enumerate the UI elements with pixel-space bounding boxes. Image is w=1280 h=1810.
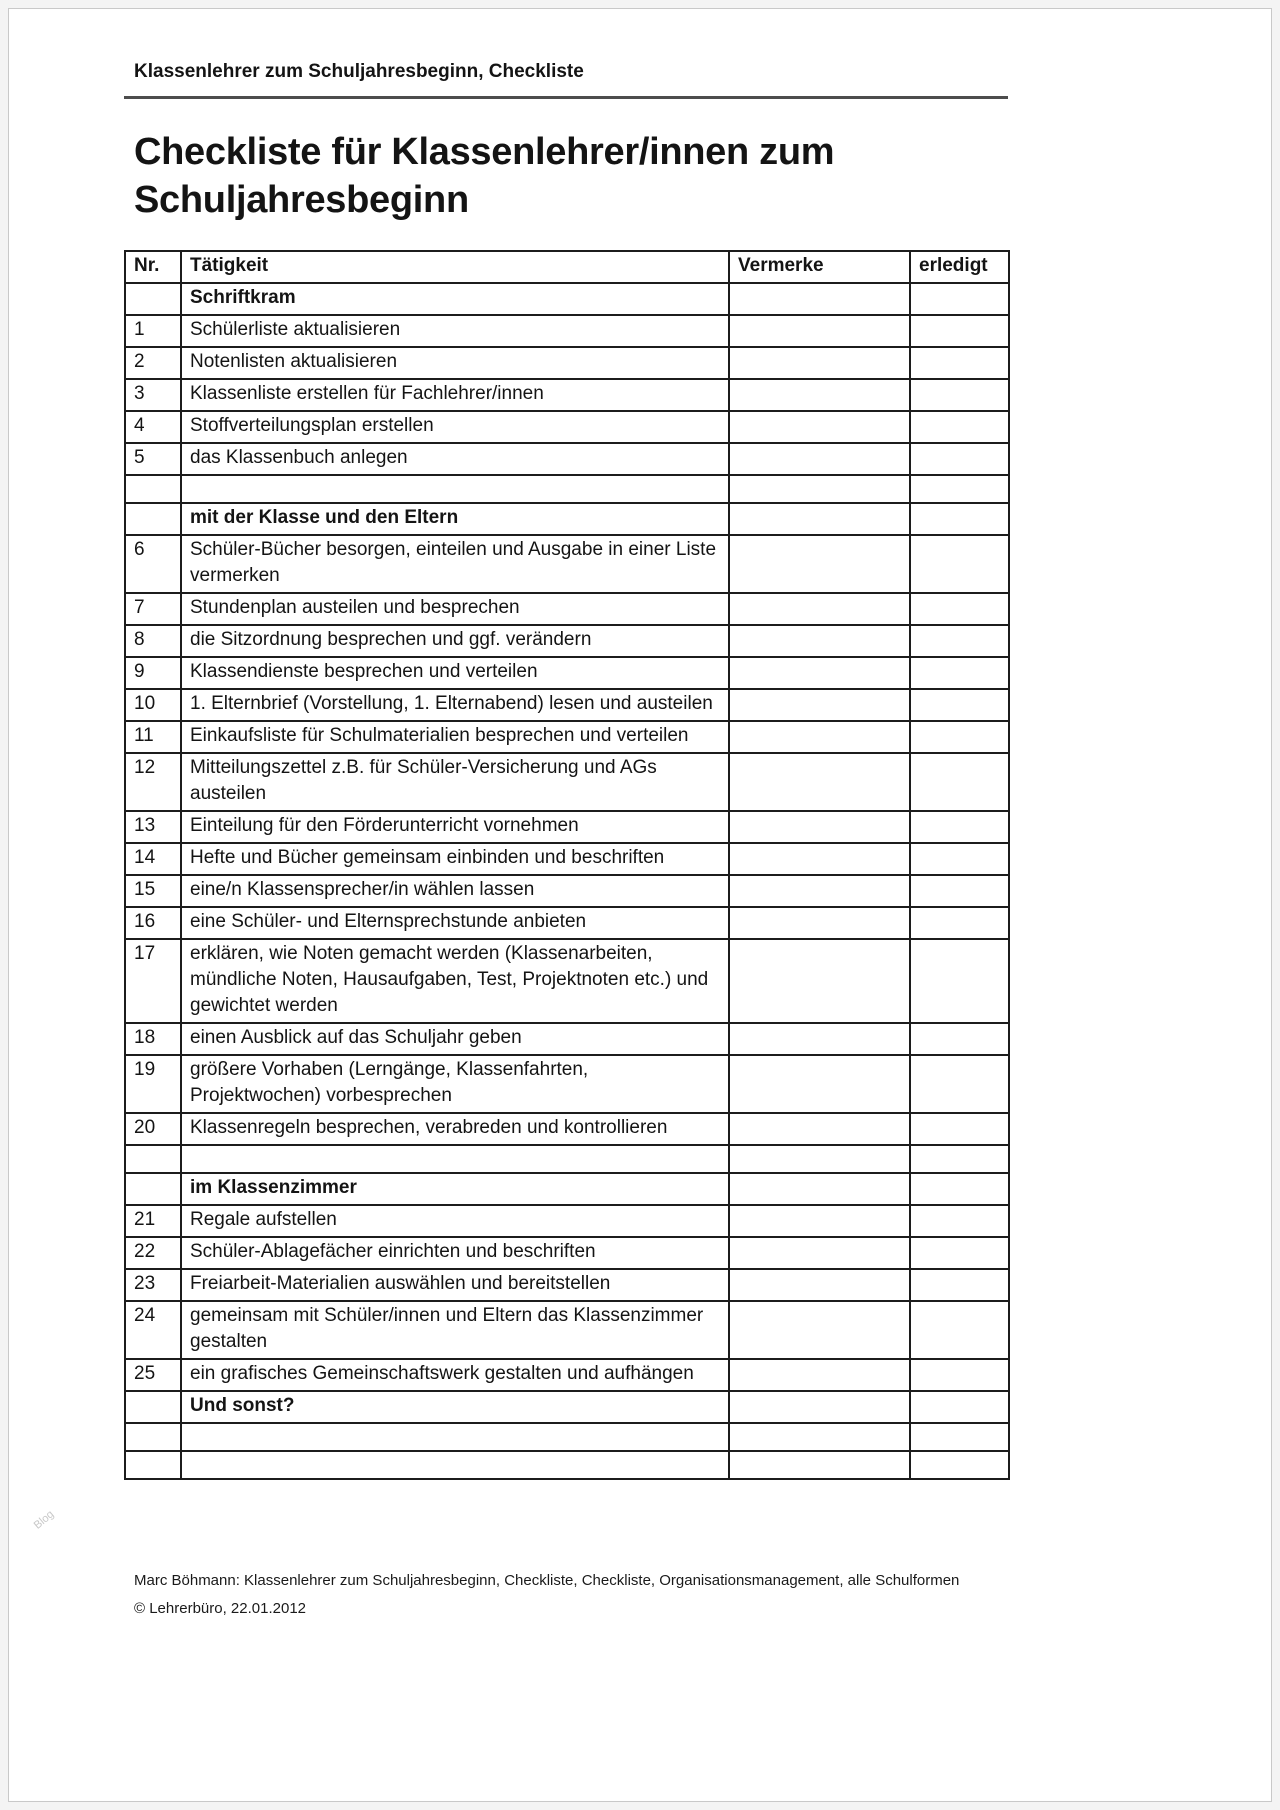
footer-citation: Marc Böhmann: Klassenlehrer zum Schuljahresbeginn, Checkliste, Checkliste, Organisationsmanagement, alle Schulformen: [134, 1572, 960, 1589]
task-cell: Schülerliste aktualisieren: [181, 315, 729, 347]
nr-cell: [125, 1145, 181, 1173]
nr-cell: 13: [125, 811, 181, 843]
col-header-nr: Nr.: [125, 251, 181, 283]
task-row: [125, 315, 1009, 347]
erledigt-cell: [910, 1301, 1009, 1359]
nr-cell: 8: [125, 625, 181, 657]
erledigt-cell: [910, 535, 1009, 593]
page-title: Checkliste für Klassenlehrer/innen zum Schuljahresbeginn: [134, 131, 835, 221]
vermerke-cell: [729, 411, 910, 443]
task-cell: gemeinsam mit Schüler/innen und Eltern das Klassenzimmer gestalten: [181, 1301, 729, 1359]
task-row: [125, 1023, 1009, 1055]
vermerke-cell: [729, 1205, 910, 1237]
vermerke-cell: [729, 1423, 910, 1451]
nr-cell: 15: [125, 875, 181, 907]
task-cell: eine/n Klassensprecher/in wählen lassen: [181, 875, 729, 907]
task-cell: die Sitzordnung besprechen und ggf. verändern: [181, 625, 729, 657]
erledigt-cell: [910, 283, 1009, 315]
erledigt-cell: [910, 1173, 1009, 1205]
task-cell: einen Ausblick auf das Schuljahr geben: [181, 1023, 729, 1055]
section-header-row: [125, 1173, 1009, 1205]
vermerke-cell: [729, 1359, 910, 1391]
task-cell: Stoffverteilungsplan erstellen: [181, 411, 729, 443]
erledigt-cell: [910, 1023, 1009, 1055]
nr-cell: 1: [125, 315, 181, 347]
vermerke-cell: [729, 1173, 910, 1205]
header-title: Klassenlehrer zum Schuljahresbeginn, Checkliste: [134, 61, 584, 82]
spacer-row: [125, 475, 1009, 503]
erledigt-cell: [910, 1269, 1009, 1301]
vermerke-cell: [729, 625, 910, 657]
task-cell: Regale aufstellen: [181, 1205, 729, 1237]
nr-cell: 21: [125, 1205, 181, 1237]
section-header-row: [125, 503, 1009, 535]
vermerke-cell: [729, 347, 910, 379]
vermerke-cell: [729, 811, 910, 843]
nr-cell: [125, 1451, 181, 1479]
erledigt-cell: [910, 1391, 1009, 1423]
task-cell: Und sonst?: [181, 1391, 729, 1423]
erledigt-cell: [910, 1423, 1009, 1451]
task-cell: eine Schüler- und Elternsprechstunde anbieten: [181, 907, 729, 939]
task-cell: größere Vorhaben (Lerngänge, Klassenfahrten, Projektwochen) vorbesprechen: [181, 1055, 729, 1113]
task-row: [125, 625, 1009, 657]
vermerke-cell: [729, 1023, 910, 1055]
task-cell: Freiarbeit-Materialien auswählen und bereitstellen: [181, 1269, 729, 1301]
task-cell: im Klassenzimmer: [181, 1173, 729, 1205]
task-row: [125, 753, 1009, 811]
task-cell: ein grafisches Gemeinschaftswerk gestalten und aufhängen: [181, 1359, 729, 1391]
erledigt-cell: [910, 811, 1009, 843]
erledigt-cell: [910, 1359, 1009, 1391]
vermerke-cell: [729, 1237, 910, 1269]
nr-cell: 20: [125, 1113, 181, 1145]
task-cell: Einteilung für den Förderunterricht vornehmen: [181, 811, 729, 843]
erledigt-cell: [910, 315, 1009, 347]
nr-cell: 24: [125, 1301, 181, 1359]
task-row: [125, 1055, 1009, 1113]
nr-cell: 6: [125, 535, 181, 593]
erledigt-cell: [910, 843, 1009, 875]
vermerke-cell: [729, 283, 910, 315]
nr-cell: 9: [125, 657, 181, 689]
task-row: [125, 875, 1009, 907]
erledigt-cell: [910, 689, 1009, 721]
task-row: [125, 1237, 1009, 1269]
nr-cell: 17: [125, 939, 181, 1023]
task-row: [125, 347, 1009, 379]
document-footer: [134, 1572, 1008, 1618]
table-header-row: [125, 251, 1009, 283]
vermerke-cell: [729, 1269, 910, 1301]
task-row: [125, 379, 1009, 411]
col-header-erledigt: erledigt: [910, 251, 1009, 283]
task-row: [125, 907, 1009, 939]
erledigt-cell: [910, 475, 1009, 503]
spacer-row: [125, 1451, 1009, 1479]
task-cell: Schüler-Ablagefächer einrichten und beschriften: [181, 1237, 729, 1269]
task-cell: Notenlisten aktualisieren: [181, 347, 729, 379]
vermerke-cell: [729, 657, 910, 689]
vermerke-cell: [729, 1301, 910, 1359]
erledigt-cell: [910, 593, 1009, 625]
task-row: [125, 811, 1009, 843]
erledigt-cell: [910, 443, 1009, 475]
task-cell: Schüler-Bücher besorgen, einteilen und Ausgabe in einer Liste vermerken: [181, 535, 729, 593]
vermerke-cell: [729, 315, 910, 347]
col-header-vermerke: Vermerke: [729, 251, 910, 283]
col-header-taetigkeit: Tätigkeit: [181, 251, 729, 283]
vermerke-cell: [729, 1451, 910, 1479]
vermerke-cell: [729, 1391, 910, 1423]
task-cell: mit der Klasse und den Eltern: [181, 503, 729, 535]
task-cell: das Klassenbuch anlegen: [181, 443, 729, 475]
task-cell: [181, 1451, 729, 1479]
vermerke-cell: [729, 1113, 910, 1145]
vermerke-cell: [729, 875, 910, 907]
section-header-row: [125, 1391, 1009, 1423]
erledigt-cell: [910, 503, 1009, 535]
task-cell: Einkaufsliste für Schulmaterialien besprechen und verteilen: [181, 721, 729, 753]
task-row: [125, 721, 1009, 753]
nr-cell: 22: [125, 1237, 181, 1269]
task-cell: [181, 475, 729, 503]
erledigt-cell: [910, 939, 1009, 1023]
task-row: [125, 1269, 1009, 1301]
nr-cell: 5: [125, 443, 181, 475]
erledigt-cell: [910, 411, 1009, 443]
erledigt-cell: [910, 1451, 1009, 1479]
erledigt-cell: [910, 1113, 1009, 1145]
nr-cell: 7: [125, 593, 181, 625]
nr-cell: 4: [125, 411, 181, 443]
task-row: [125, 657, 1009, 689]
nr-cell: 2: [125, 347, 181, 379]
vermerke-cell: [729, 443, 910, 475]
vermerke-cell: [729, 907, 910, 939]
nr-cell: 19: [125, 1055, 181, 1113]
erledigt-cell: [910, 907, 1009, 939]
erledigt-cell: [910, 657, 1009, 689]
checklist-table-body: [125, 283, 1009, 1479]
nr-cell: 12: [125, 753, 181, 811]
nr-cell: 18: [125, 1023, 181, 1055]
task-cell: [181, 1145, 729, 1173]
vermerke-cell: [729, 379, 910, 411]
erledigt-cell: [910, 1055, 1009, 1113]
footer-copyright: © Lehrerbüro, 22.01.2012: [134, 1600, 307, 1617]
section-header-row: [125, 283, 1009, 315]
vermerke-cell: [729, 475, 910, 503]
task-row: [125, 1205, 1009, 1237]
nr-cell: [125, 1423, 181, 1451]
task-row: [125, 535, 1009, 593]
task-cell: Schriftkram: [181, 283, 729, 315]
nr-cell: 10: [125, 689, 181, 721]
vermerke-cell: [729, 593, 910, 625]
watermark: Blog: [31, 1508, 57, 1532]
nr-cell: 25: [125, 1359, 181, 1391]
task-cell: 1. Elternbrief (Vorstellung, 1. Elternabend) lesen und austeilen: [181, 689, 729, 721]
spacer-row: [125, 1423, 1009, 1451]
task-cell: Hefte und Bücher gemeinsam einbinden und beschriften: [181, 843, 729, 875]
nr-cell: 23: [125, 1269, 181, 1301]
task-row: [125, 1359, 1009, 1391]
vermerke-cell: [729, 753, 910, 811]
task-row: [125, 411, 1009, 443]
task-cell: Stundenplan austeilen und besprechen: [181, 593, 729, 625]
task-cell: Klassenregeln besprechen, verabreden und kontrollieren: [181, 1113, 729, 1145]
task-row: [125, 1113, 1009, 1145]
task-row: [125, 593, 1009, 625]
vermerke-cell: [729, 1145, 910, 1173]
erledigt-cell: [910, 347, 1009, 379]
vermerke-cell: [729, 939, 910, 1023]
document-page: [8, 8, 1272, 1802]
task-row: [125, 1301, 1009, 1359]
nr-cell: [125, 1391, 181, 1423]
erledigt-cell: [910, 1237, 1009, 1269]
task-cell: Klassendienste besprechen und verteilen: [181, 657, 729, 689]
nr-cell: [125, 475, 181, 503]
vermerke-cell: [729, 843, 910, 875]
task-cell: [181, 1423, 729, 1451]
vermerke-cell: [729, 535, 910, 593]
nr-cell: 3: [125, 379, 181, 411]
task-row: [125, 843, 1009, 875]
erledigt-cell: [910, 1205, 1009, 1237]
task-row: [125, 689, 1009, 721]
nr-cell: 11: [125, 721, 181, 753]
erledigt-cell: [910, 875, 1009, 907]
document-header: [124, 61, 1008, 99]
erledigt-cell: [910, 1145, 1009, 1173]
checklist-table: [124, 250, 1010, 1480]
nr-cell: [125, 503, 181, 535]
task-cell: Klassenliste erstellen für Fachlehrer/innen: [181, 379, 729, 411]
nr-cell: 16: [125, 907, 181, 939]
vermerke-cell: [729, 1055, 910, 1113]
spacer-row: [125, 1145, 1009, 1173]
erledigt-cell: [910, 753, 1009, 811]
vermerke-cell: [729, 503, 910, 535]
task-cell: erklären, wie Noten gemacht werden (Klassenarbeiten, mündliche Noten, Hausaufgaben, Test, Projektnoten etc.) und gewichtet werden: [181, 939, 729, 1023]
vermerke-cell: [729, 721, 910, 753]
erledigt-cell: [910, 379, 1009, 411]
vermerke-cell: [729, 689, 910, 721]
document-content: [124, 9, 1008, 1618]
erledigt-cell: [910, 721, 1009, 753]
task-row: [125, 443, 1009, 475]
task-row: [125, 939, 1009, 1023]
nr-cell: [125, 1173, 181, 1205]
nr-cell: [125, 283, 181, 315]
nr-cell: 14: [125, 843, 181, 875]
task-cell: Mitteilungszettel z.B. für Schüler-Versicherung und AGs austeilen: [181, 753, 729, 811]
erledigt-cell: [910, 625, 1009, 657]
